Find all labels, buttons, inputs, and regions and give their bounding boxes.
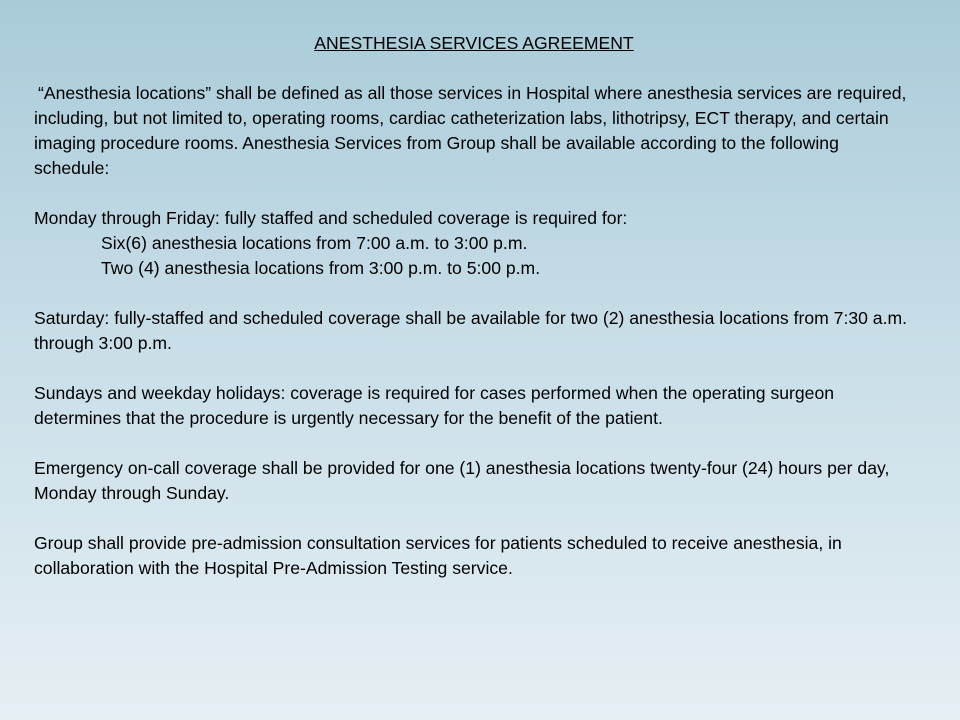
weekday-heading: Monday through Friday: fully staffed and scheduled coverage is required for:: [34, 208, 628, 228]
spacer: [34, 356, 914, 381]
spacer: [34, 181, 914, 206]
intro-paragraph: “Anesthesia locations” shall be defined as all those services in Hospital where anesthesia services are required, including, but not limited to, operating rooms, cardiac catheterization labs, lithotripsy, ECT therapy, and certain imaging procedure rooms. Anesthesia Services from Group shall be available according to the following schedule:: [34, 83, 907, 178]
weekday-line-1: Six(6) anesthesia locations from 7:00 a.m. to 3:00 p.m.: [101, 233, 528, 253]
spacer: [34, 56, 914, 81]
spacer: [34, 281, 914, 306]
document-title: ANESTHESIA SERVICES AGREEMENT: [314, 33, 634, 53]
pre-admission-paragraph: Group shall provide pre-admission consultation services for patients scheduled to receive anesthesia, in collaboration with the Hospital Pre-Admission Testing service.: [34, 533, 842, 578]
sundays-holidays-paragraph: Sundays and weekday holidays: coverage is required for cases performed when the operating surgeon determines that the procedure is urgently necessary for the benefit of the patient.: [34, 383, 835, 428]
document-slide: [34, 31, 914, 581]
saturday-paragraph: Saturday: fully-staffed and scheduled coverage shall be available for two (2) anesthesia locations from 7:30 a.m. through 3:00 p.m.: [34, 308, 908, 353]
spacer: [34, 431, 914, 456]
weekday-line-2: Two (4) anesthesia locations from 3:00 p.m. to 5:00 p.m.: [101, 258, 541, 278]
spacer: [34, 506, 914, 531]
emergency-paragraph: Emergency on-call coverage shall be provided for one (1) anesthesia locations twenty-four (24) hours per day, Monday through Sunday.: [34, 458, 890, 503]
